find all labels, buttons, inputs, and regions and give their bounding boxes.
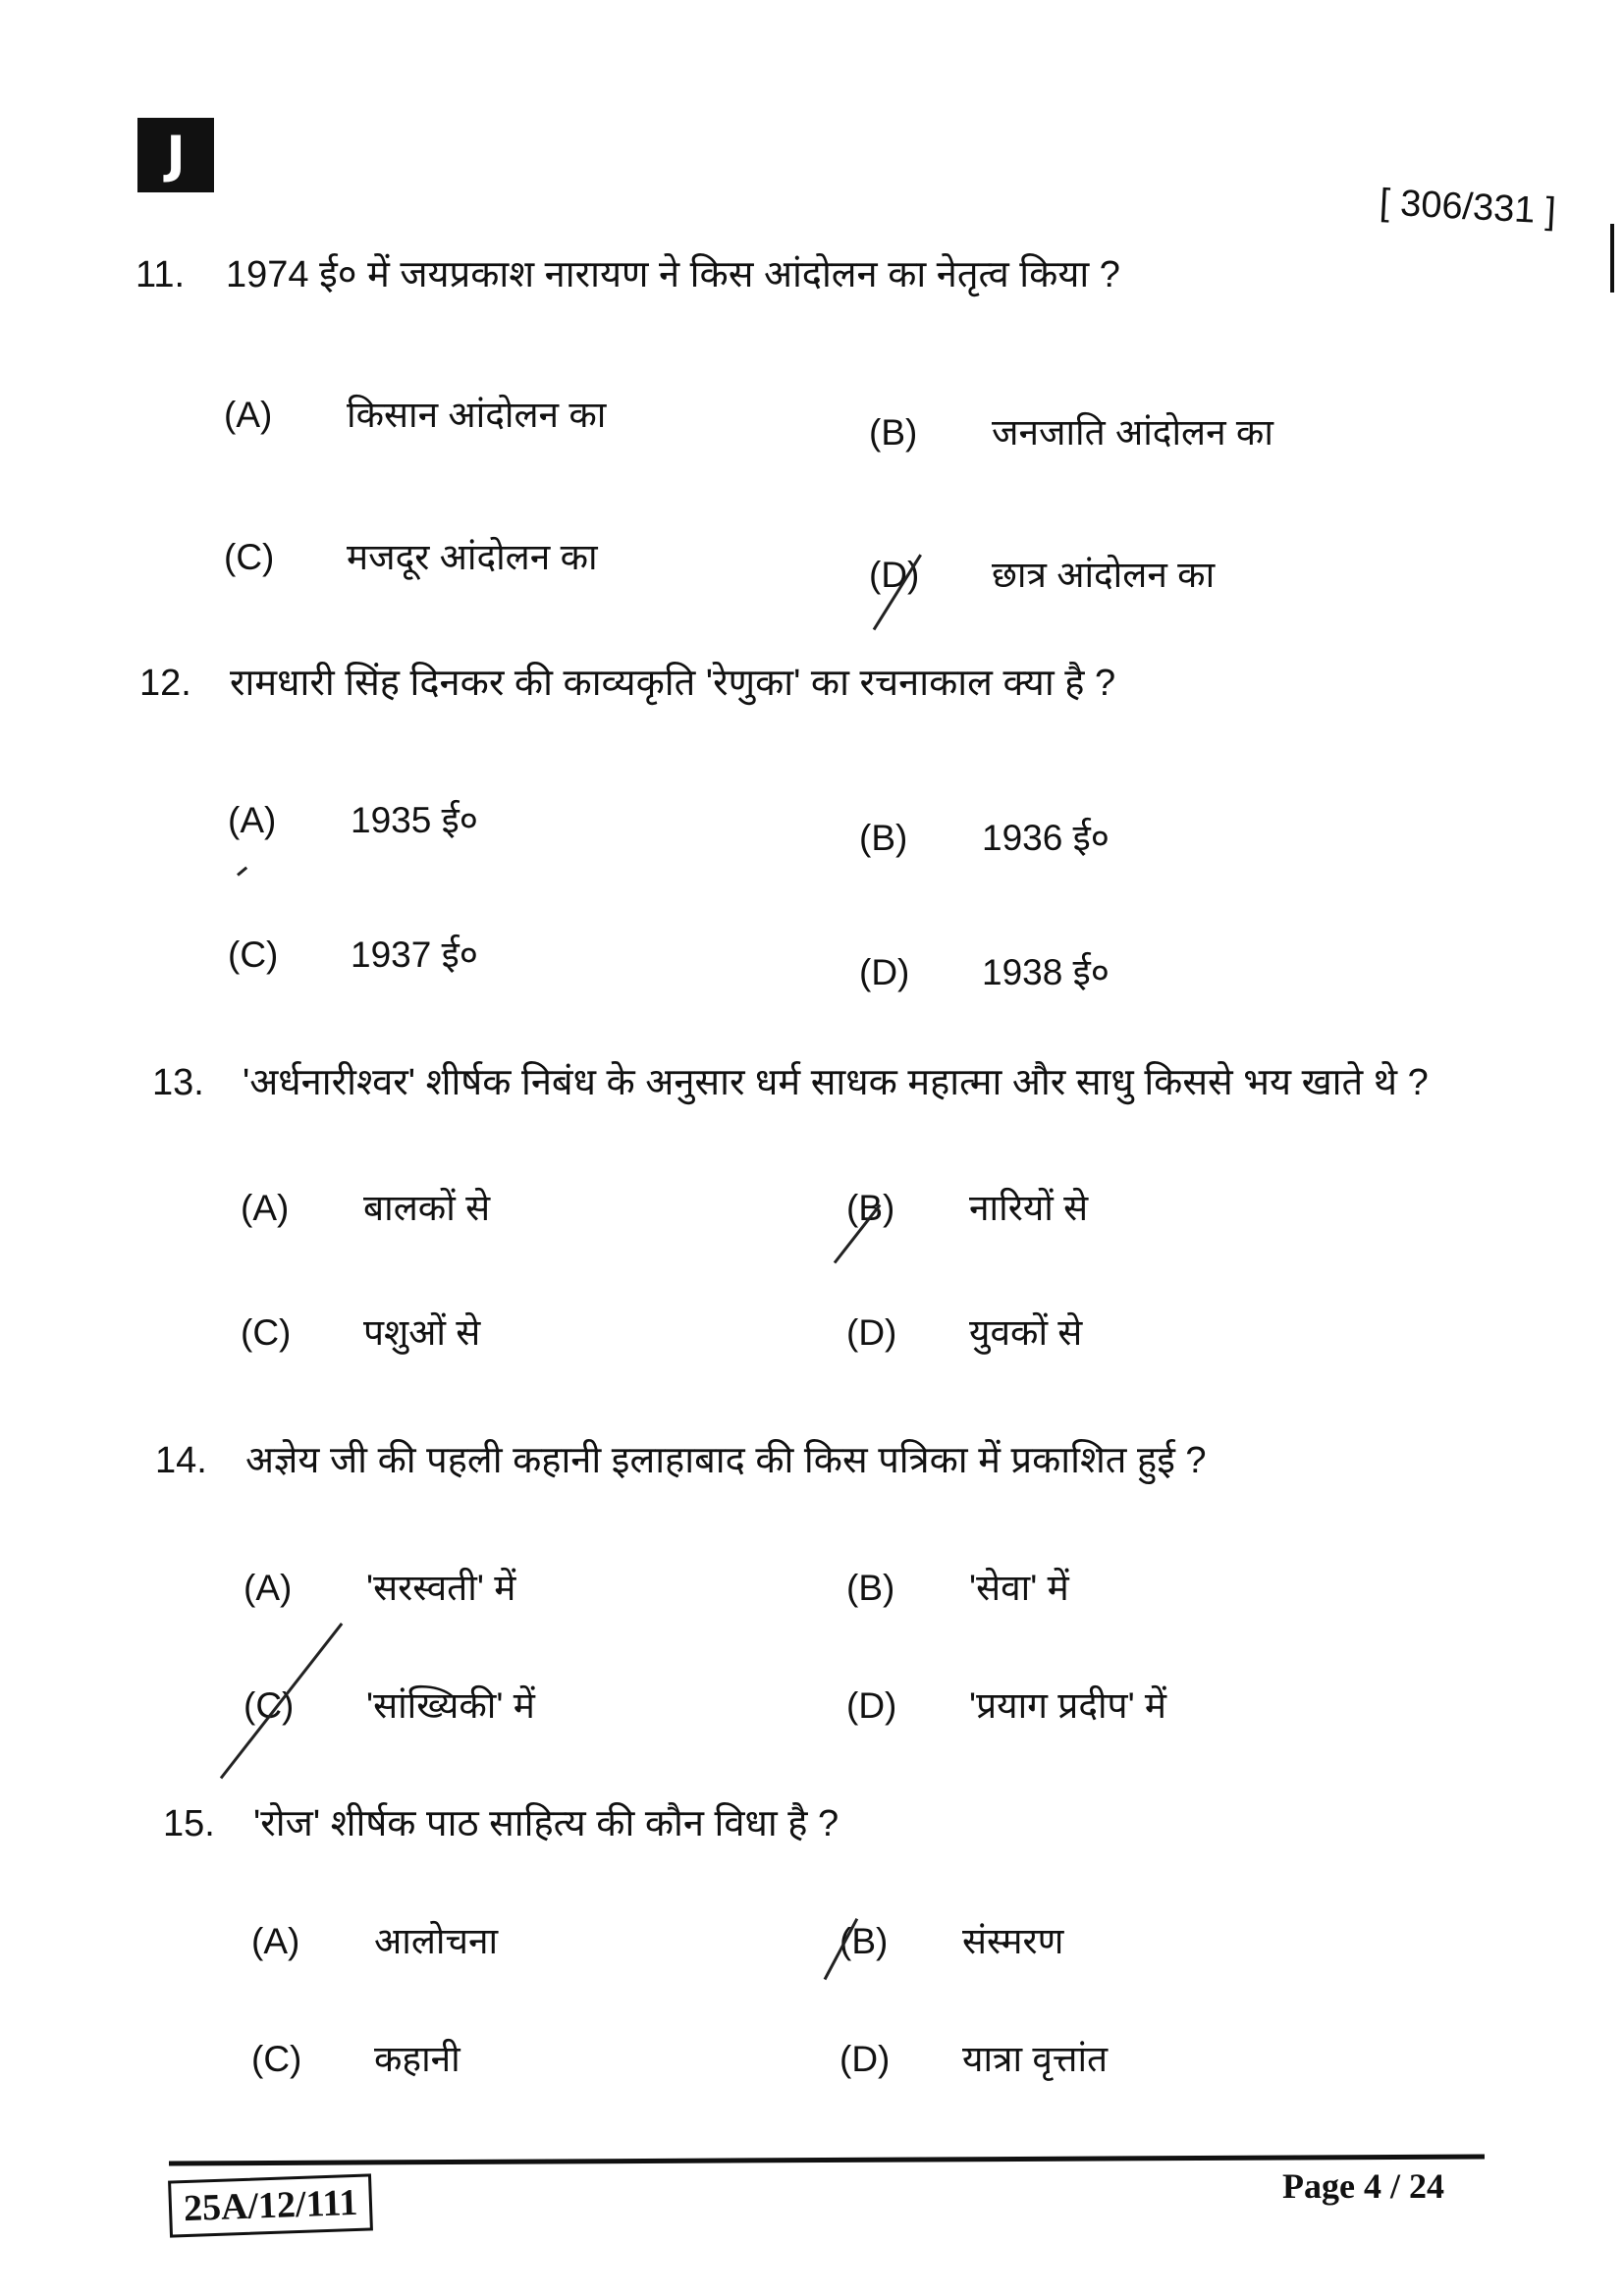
option-c[interactable] [251,2032,460,2082]
paper-code: [ 306/331 ] [1379,182,1557,233]
option-c[interactable] [244,1679,535,1729]
question-text: रामधारी सिंह दिनकर की काव्यकृति 'रेणुका' का रचनाकाल क्या है ? [230,663,1116,704]
pen-tick-mark [237,867,247,877]
option-letter: (C) [244,1685,295,1726]
option-text: 1935 ई० [351,800,478,840]
option-text: छात्र आंदोलन का [992,555,1216,595]
question-number: 12. [139,663,191,704]
option-c[interactable] [241,1306,480,1356]
option-a[interactable] [244,1561,515,1611]
option-d[interactable] [839,2032,1108,2082]
set-label: J [137,118,214,192]
option-letter: (A) [228,800,277,840]
option-d[interactable] [846,1306,1082,1356]
option-text: 'सांख्यिकी' में [366,1685,535,1726]
question-text: 1974 ई० में जयप्रकाश नारायण ने किस आंदोलन का नेतृत्व किया ? [226,254,1120,295]
option-text: संस्मरण [962,1921,1064,1961]
question-13 [152,1055,1429,1106]
option-text: 'सेवा' में [969,1568,1069,1608]
question-11 [135,247,1120,298]
option-text: पशुओं से [363,1312,481,1353]
option-letter: (B) [859,818,908,858]
option-letter: (A) [244,1568,293,1608]
option-d[interactable] [846,1679,1166,1729]
margin-bar [1610,224,1614,293]
option-letter: (D) [859,952,910,992]
option-letter: (C) [224,537,275,577]
option-letter: (A) [224,395,273,435]
option-b[interactable] [869,405,1273,455]
option-text: किसान आंदोलन का [347,395,607,435]
option-b[interactable] [846,1181,1088,1231]
option-letter: (D) [869,555,920,595]
option-d[interactable] [859,945,1110,995]
option-text: युवकों से [969,1312,1083,1353]
option-text: 'प्रयाग प्रदीप' में [969,1685,1167,1726]
option-text: जनजाति आंदोलन का [992,412,1273,453]
option-a[interactable] [241,1181,490,1231]
question-12 [139,656,1115,707]
booklet-code: 25A/12/111 [168,2173,373,2237]
option-letter: (B) [846,1568,895,1608]
option-letter: (D) [839,2039,891,2079]
option-a[interactable] [228,793,478,843]
option-b[interactable] [846,1561,1069,1611]
question-text: अज्ञेय जी की पहली कहानी इलाहाबाद की किस पत्रिका में प्रकाशित हुई ? [245,1440,1207,1481]
question-number: 15. [163,1803,215,1844]
option-letter: (A) [251,1921,300,1961]
option-text: 1937 ई० [351,934,478,975]
option-text: कहानी [374,2039,460,2079]
page-number: Page 4 / 24 [1282,2166,1444,2206]
option-a[interactable] [251,1914,498,1964]
footer-divider [169,2154,1485,2165]
option-b[interactable] [859,811,1110,861]
question-number: 11. [135,254,186,295]
option-text: यात्रा वृत्तांत [962,2039,1109,2079]
option-c[interactable] [228,928,478,978]
option-letter: (B) [839,1921,889,1961]
option-letter: (D) [846,1685,897,1726]
question-number: 14. [155,1440,207,1481]
option-letter: (C) [228,934,279,975]
option-text: 1936 ई० [982,818,1110,858]
question-text: 'रोज' शीर्षक पाठ साहित्य की कौन विधा है ? [253,1803,839,1844]
option-letter: (C) [251,2039,302,2079]
option-text: 1938 ई० [982,952,1110,992]
option-c[interactable] [224,530,598,580]
option-letter: (B) [869,412,918,453]
option-text: आलोचना [374,1921,499,1961]
question-number: 13. [152,1062,204,1103]
question-text: 'अर्धनारीश्वर' शीर्षक निबंध के अनुसार धर्म साधक महात्मा और साधु किससे भय खाते थे ? [243,1062,1429,1103]
option-text: बालकों से [363,1188,491,1228]
question-15 [163,1796,839,1847]
option-letter: (A) [241,1188,290,1228]
option-letter: (C) [241,1312,292,1353]
option-text: 'सरस्वती' में [366,1568,516,1608]
option-text: मजदूर आंदोलन का [347,537,598,577]
question-14 [155,1433,1207,1484]
option-text: नारियों से [969,1188,1089,1228]
option-b[interactable] [839,1914,1063,1964]
option-letter: (B) [846,1188,895,1228]
option-letter: (D) [846,1312,897,1353]
option-a[interactable] [224,388,606,438]
